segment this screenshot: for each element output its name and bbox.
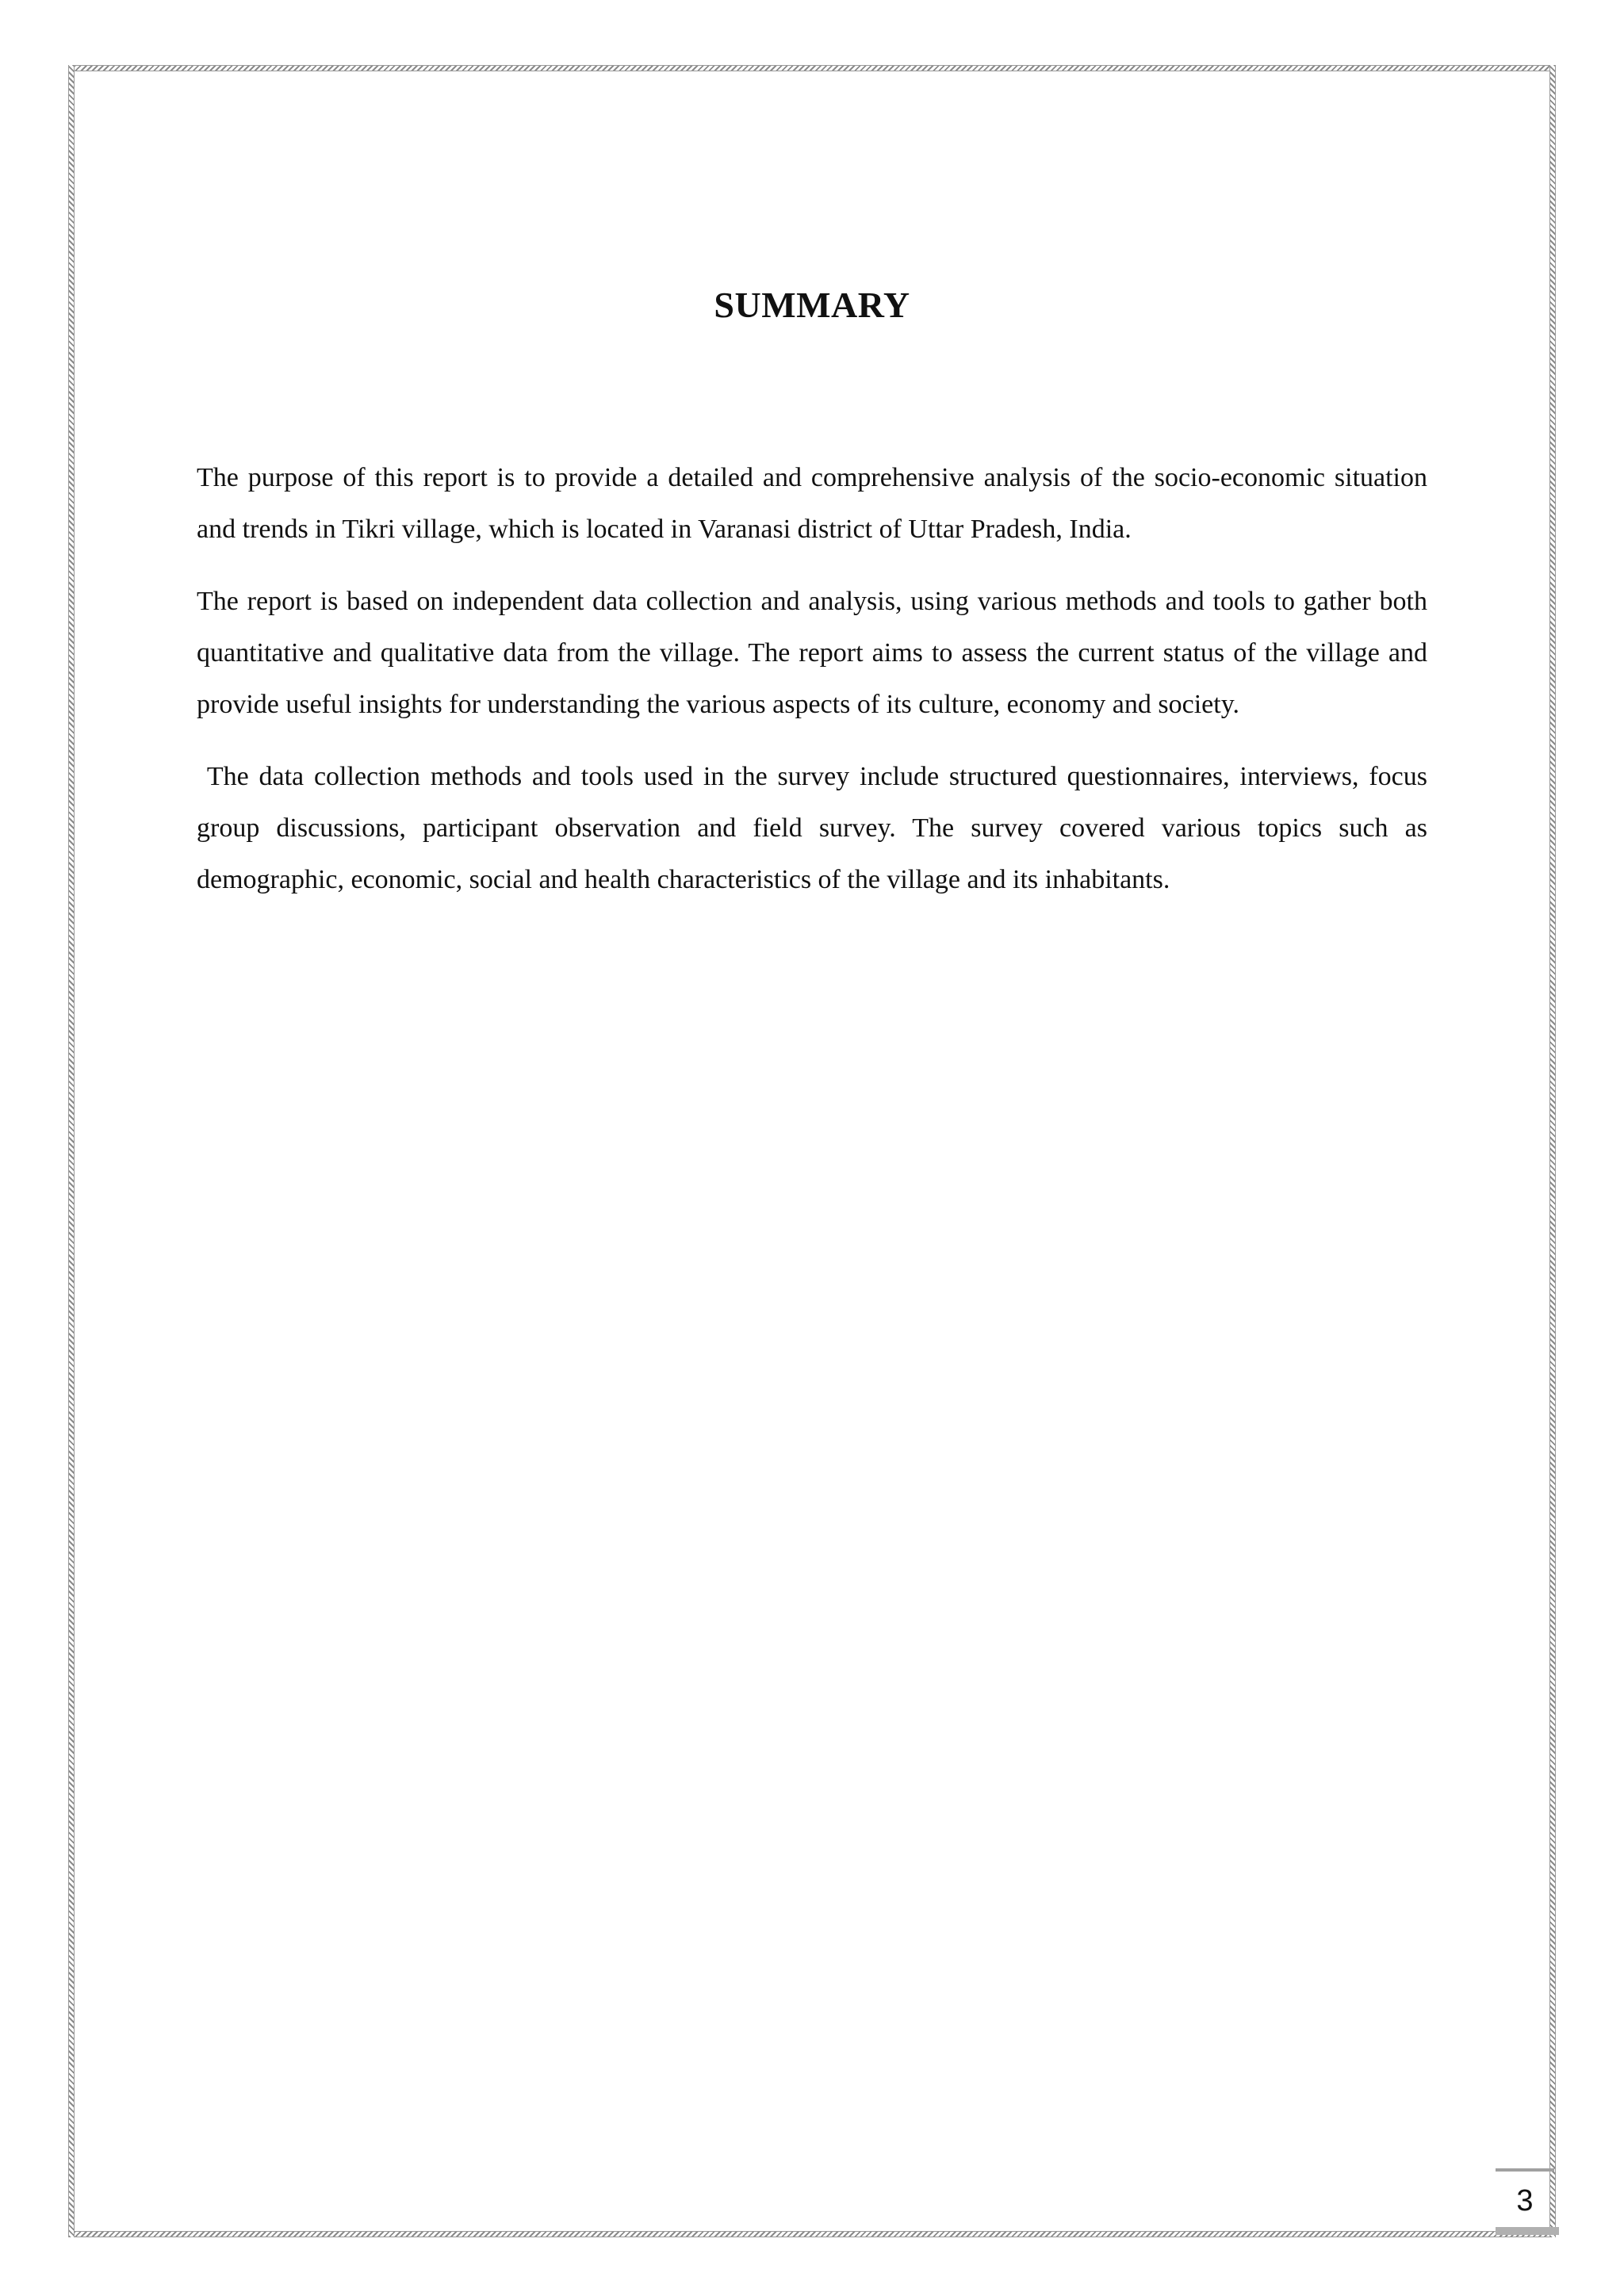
summary-paragraph-1: The purpose of this report is to provide a detailed and comprehensive analysis of the socio-economic situation and trends in Tikri village, which is located in Varanasi district of Uttar Pradesh, India. <box>197 463 1427 544</box>
page-number-shadow <box>1496 2227 1559 2235</box>
summary-paragraph-3: The data collection methods and tools used in the survey include structured questionnaires, interviews, focus group discussions, participant observation and field survey. The survey covered various topics such as demographic, economic, social and health characteristics of the village and its inhabitants. <box>197 762 1434 894</box>
page-number: 3 <box>1496 2168 1554 2227</box>
page-border-top <box>68 65 1556 71</box>
page-title: SUMMARY <box>714 285 910 325</box>
page-border-right <box>1549 65 1556 2237</box>
page-border <box>68 65 1556 2237</box>
page-border-left <box>68 65 75 2237</box>
page-border-bottom <box>68 2231 1556 2237</box>
summary-paragraph-2: The report is based on independent data collection and analysis, using various methods and tools to gather both quantitative and qualitative data from the village. The report aims to assess the current status of the village and provide useful insights for understanding the various aspects of its culture, economy and society. <box>197 587 1427 719</box>
summary-body <box>197 452 1434 926</box>
